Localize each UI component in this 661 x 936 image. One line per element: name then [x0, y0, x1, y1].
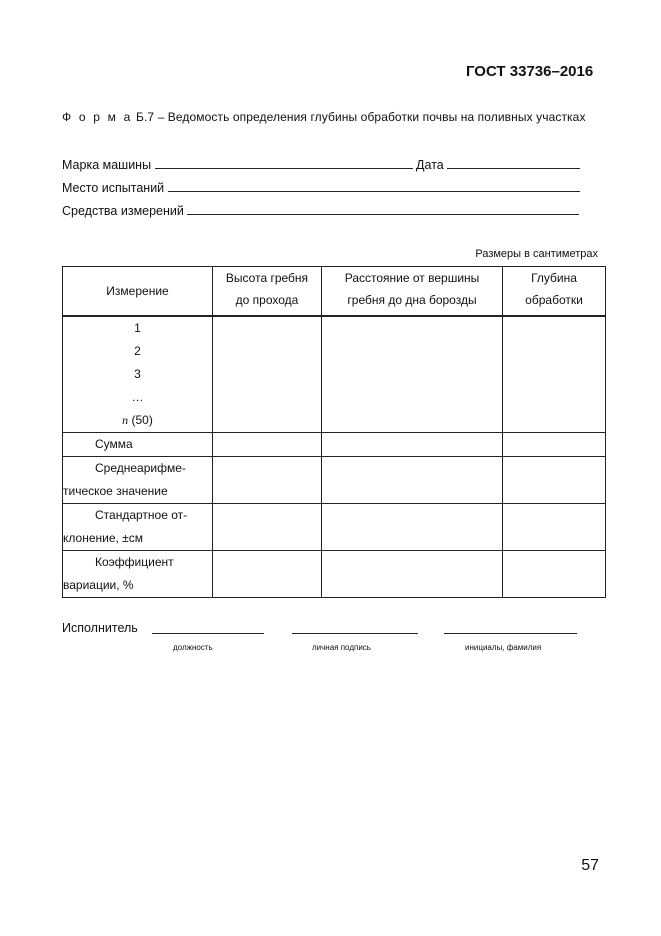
header-depth-line1: Глубина [531, 271, 577, 285]
date-label: Дата [416, 158, 444, 172]
row-label-mean-line1: Среднеарифме- [95, 461, 186, 475]
table-cell[interactable] [213, 504, 322, 551]
table-cell[interactable] [322, 504, 503, 551]
tools-label: Средства измерений [62, 204, 184, 218]
measurement-number-n [63, 409, 212, 432]
table-cell[interactable] [503, 504, 606, 551]
table-cell[interactable] [213, 433, 322, 457]
header-depth-line2: обработки [525, 293, 583, 307]
row-label-mean-line2: тическое значение [63, 484, 168, 498]
page-number: 57 [581, 857, 599, 874]
row-label-coef [63, 551, 213, 598]
form-prefix: Ф о р м а [62, 110, 133, 124]
position-caption: должность [173, 643, 213, 652]
position-line[interactable] [152, 633, 264, 634]
header-distance-line2: гребня до дна борозды [347, 293, 477, 307]
measurement-number: 1 [134, 321, 141, 335]
table-cell[interactable] [322, 316, 503, 433]
place-field-row [62, 179, 580, 195]
n-count: (50) [128, 413, 153, 427]
row-label-mean [63, 457, 213, 504]
name-caption: инициалы, фамилия [465, 643, 542, 652]
table-cell[interactable] [503, 551, 606, 598]
date-input-line[interactable] [447, 156, 580, 169]
machine-label: Марка машины [62, 158, 152, 172]
table-cell[interactable] [503, 457, 606, 504]
units-note: Размеры в сантиметрах [475, 248, 598, 260]
table-cell[interactable] [213, 316, 322, 433]
table-row [63, 504, 606, 551]
standard-number: ГОСТ 33736–2016 [466, 63, 594, 80]
table-row [63, 316, 606, 433]
row-label-std [63, 504, 213, 551]
row-label-std-line1: Стандартное от- [95, 508, 188, 522]
row-label-sum: Сумма [63, 433, 213, 457]
header-measurement: Измерение [63, 267, 213, 317]
table-row [63, 433, 606, 457]
machine-field-row [62, 156, 580, 172]
name-line[interactable] [444, 633, 577, 634]
measurement-table [62, 266, 606, 598]
form-title [62, 110, 586, 124]
tools-field-row [62, 202, 579, 218]
table-row [63, 551, 606, 598]
signature-caption: личная подпись [312, 643, 371, 652]
machine-input-line[interactable] [155, 156, 413, 169]
header-ridge-height [213, 267, 322, 317]
measurement-numbers-cell [63, 316, 213, 433]
table-cell[interactable] [322, 433, 503, 457]
form-title-text: Б.7 – Ведомость определения глубины обработки почвы на поливных участках [132, 110, 586, 124]
header-ridge-height-line1: Высота гребня [225, 271, 309, 285]
measurement-number: … [131, 390, 144, 404]
table-row [63, 457, 606, 504]
table-cell[interactable] [322, 551, 503, 598]
header-distance-line1: Расстояние от вершины [344, 271, 480, 285]
row-label-coef-line2: вариации, % [63, 578, 134, 592]
header-depth [503, 267, 606, 317]
table-cell[interactable] [503, 316, 606, 433]
row-label-std-line2: клонение, ±см [63, 531, 144, 545]
signature-line[interactable] [292, 633, 418, 634]
table-cell[interactable] [213, 457, 322, 504]
n-letter: n [122, 413, 129, 427]
place-label: Место испытаний [62, 181, 165, 195]
row-label-coef-line1: Коэффициент [95, 555, 174, 569]
tools-input-line[interactable] [187, 202, 579, 215]
executor-label: Исполнитель [62, 621, 138, 635]
measurement-number: 2 [134, 344, 141, 358]
place-input-line[interactable] [168, 179, 580, 192]
measurement-number: 3 [134, 367, 141, 381]
header-ridge-height-line2: до прохода [235, 293, 299, 307]
table-cell[interactable] [322, 457, 503, 504]
table-cell[interactable] [213, 551, 322, 598]
header-distance [322, 267, 503, 317]
table-cell[interactable] [503, 433, 606, 457]
